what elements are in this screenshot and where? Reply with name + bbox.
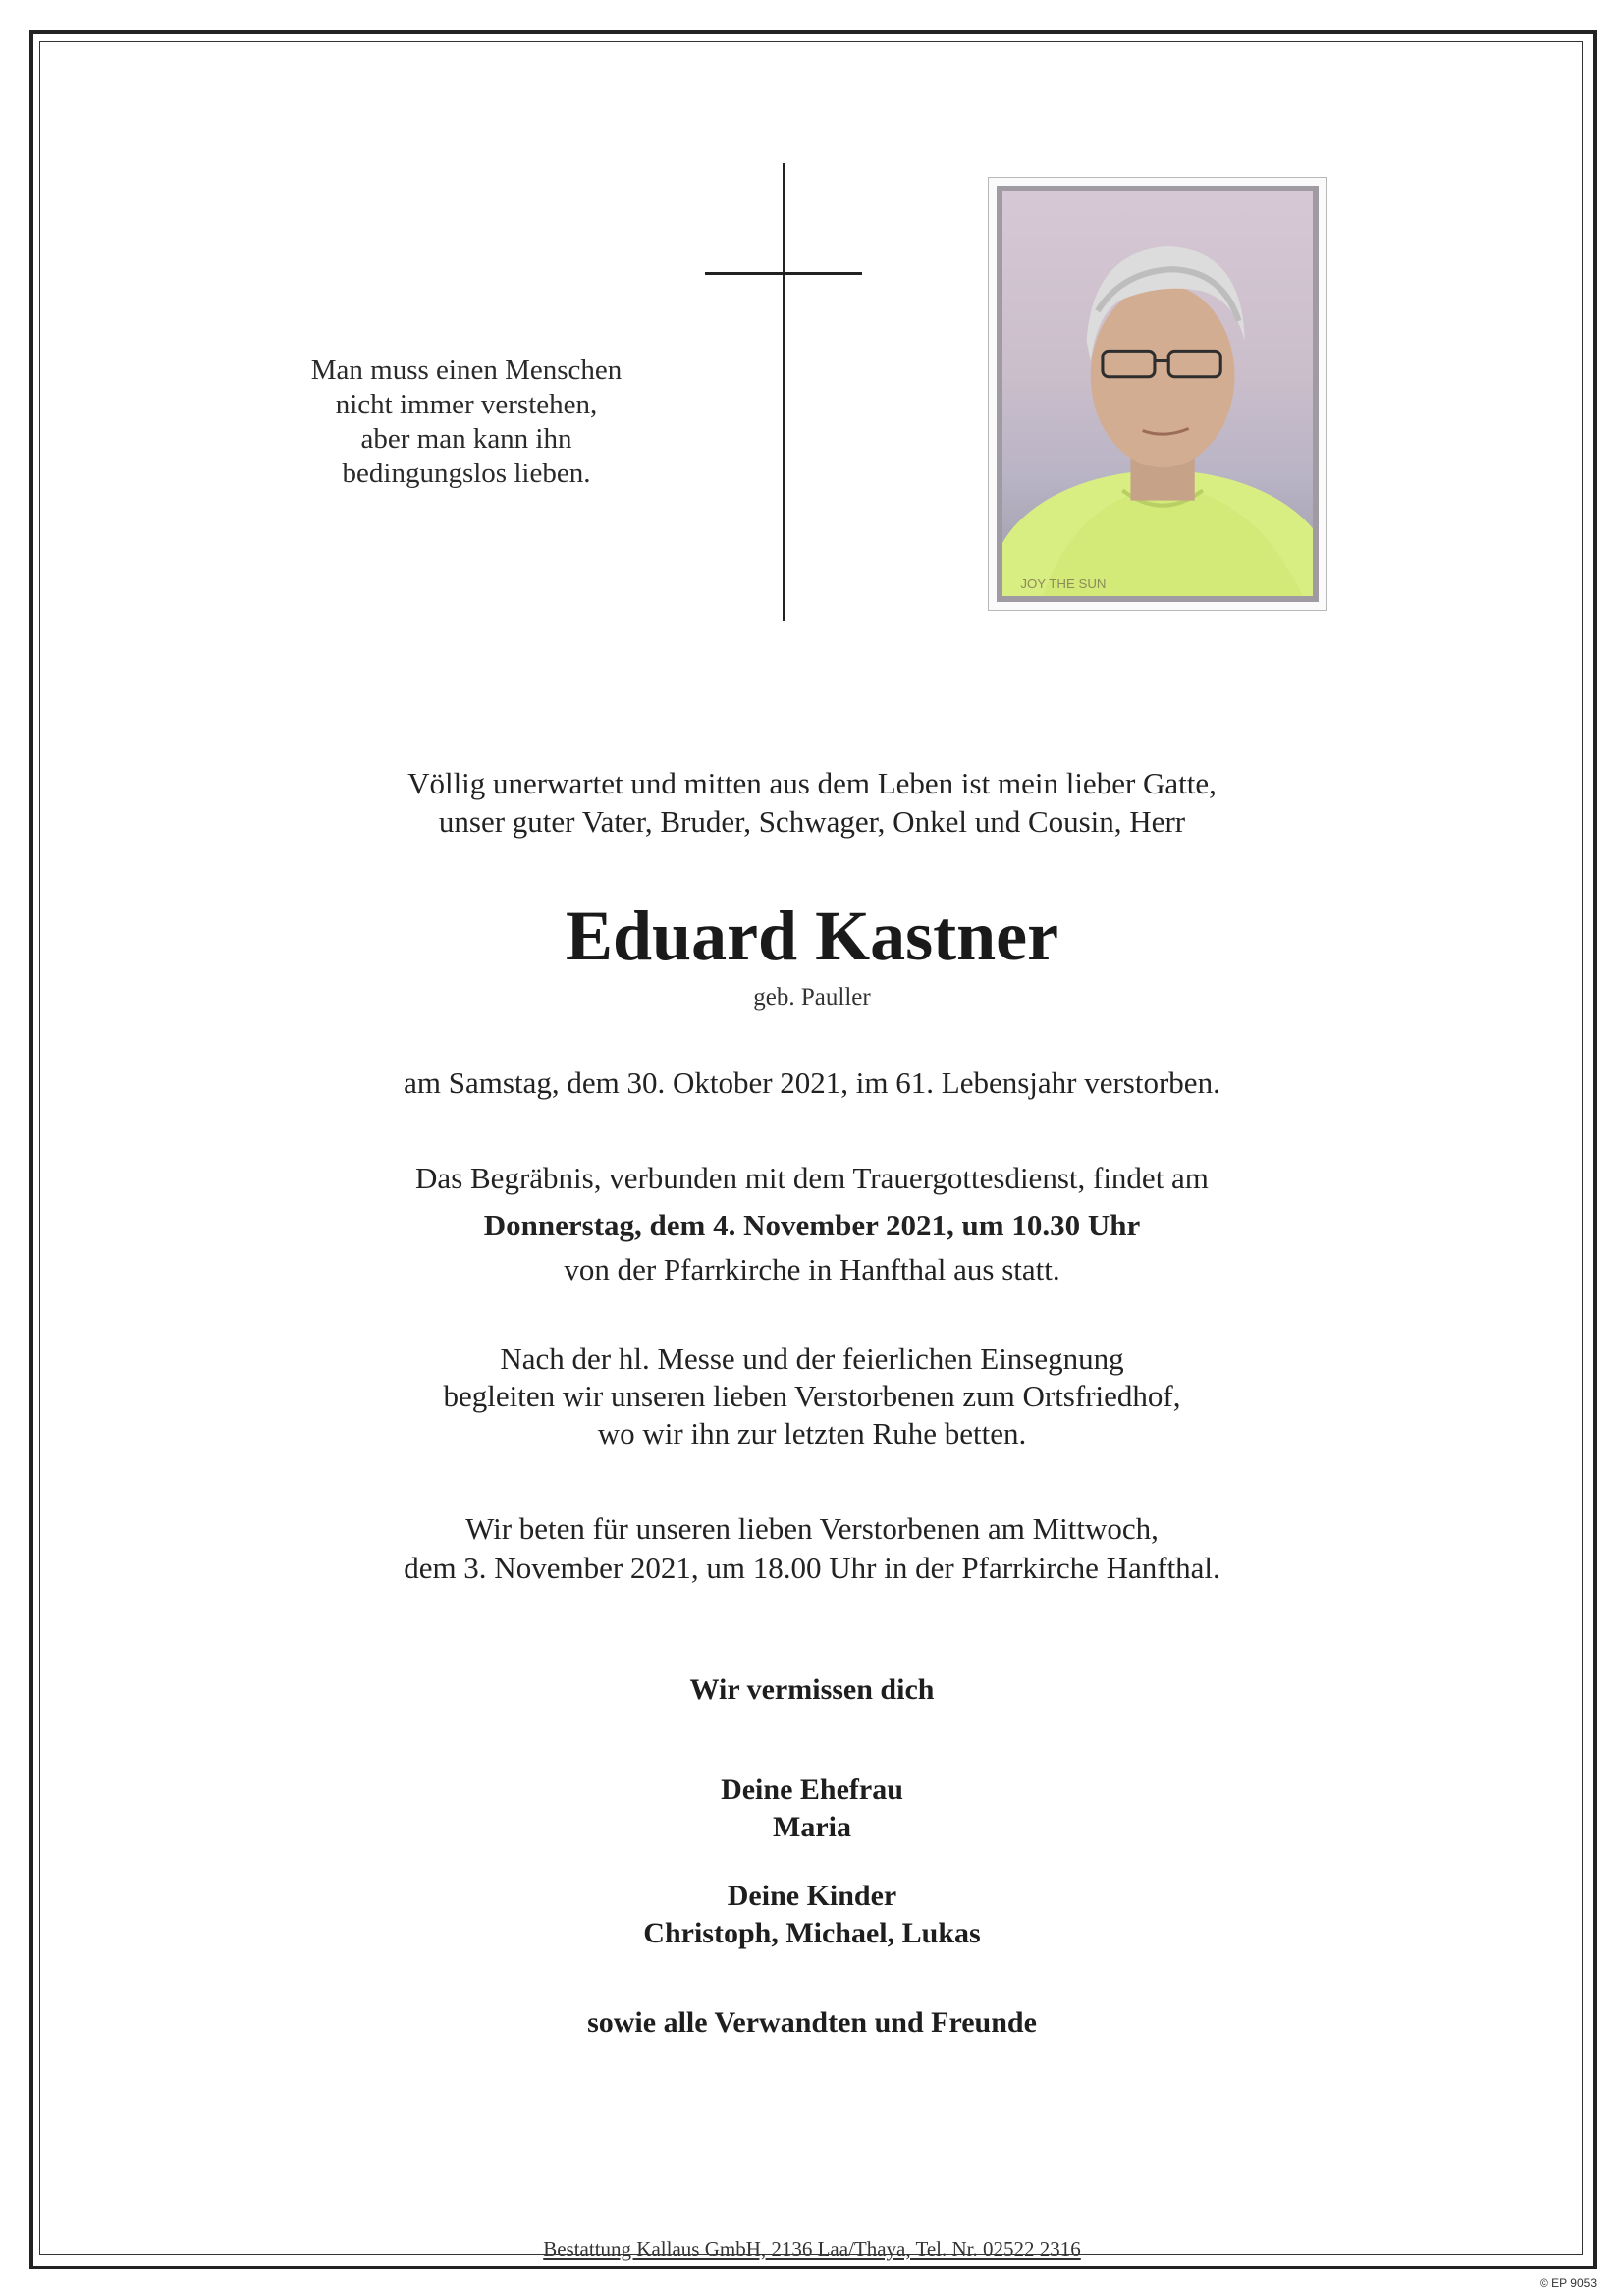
deceased-name: Eduard Kastner: [565, 897, 1059, 975]
wife-name: Maria: [773, 1811, 851, 1843]
funeral-date: Donnerstag, dem 4. November 2021, um 10.30 Uhr: [483, 1208, 1141, 1242]
death-notice: [0, 1064, 1624, 1102]
signoff-miss: Wir vermissen dich: [689, 1673, 935, 1706]
portrait-photo-frame: [988, 177, 1327, 611]
signoff-children: [0, 1878, 1624, 1952]
mass-line: wo wir ihn zur letzten Ruhe betten.: [597, 1416, 1027, 1450]
funeral-paragraph: [0, 1159, 1624, 1288]
shirt-print-text: JOY THE SUN: [1020, 575, 1107, 591]
mass-line: begleiten wir unseren lieben Verstorbenen zum Ortsfriedhof,: [443, 1379, 1181, 1413]
intro-line: Völlig unerwartet und mitten aus dem Leben ist mein lieber Gatte,: [407, 766, 1217, 800]
prayer-paragraph: [0, 1509, 1624, 1588]
death-notice-line: am Samstag, dem 30. Oktober 2021, im 61. Lebensjahr verstorben.: [404, 1066, 1220, 1100]
signoff-wife: [0, 1772, 1624, 1846]
funeral-line: Das Begräbnis, verbunden mit dem Trauergottesdienst, findet am: [415, 1161, 1209, 1195]
quote-line: Man muss einen Menschen: [310, 355, 623, 386]
funeral-line: von der Pfarrkirche in Hanfthal aus statt.: [564, 1252, 1060, 1286]
birth-name: geb. Pauller: [753, 984, 871, 1011]
signoff-others: sowie alle Verwandten und Freunde: [587, 2006, 1037, 2039]
intro-line: unser guter Vater, Bruder, Schwager, Onkel und Cousin, Herr: [438, 804, 1186, 839]
mass-paragraph: [0, 1340, 1624, 1452]
quote-line: nicht immer verstehen,: [335, 389, 598, 420]
mass-line: Nach der hl. Messe und der feierlichen Einsegnung: [500, 1341, 1124, 1376]
children-names: Christoph, Michael, Lukas: [643, 1917, 981, 1949]
intro-paragraph: [0, 764, 1624, 841]
funeral-home-footer: Bestattung Kallaus GmbH, 2136 Laa/Thaya, Tel. Nr. 02522 2316: [543, 2237, 1081, 2261]
wife-label: Deine Ehefrau: [721, 1774, 903, 1806]
prayer-line: Wir beten für unseren lieben Verstorbenen am Mittwoch,: [465, 1511, 1159, 1546]
memorial-quote: [245, 354, 687, 491]
prayer-line: dem 3. November 2021, um 18.00 Uhr in der Pfarrkirche Hanfthal.: [404, 1551, 1220, 1585]
quote-line: bedingungslos lieben.: [342, 458, 591, 489]
quote-line: aber man kann ihn: [360, 423, 572, 455]
cross-icon: [705, 163, 862, 621]
children-label: Deine Kinder: [727, 1880, 897, 1912]
portrait-photo: [1002, 191, 1313, 596]
reference-code: © EP 9053: [1540, 2276, 1597, 2290]
